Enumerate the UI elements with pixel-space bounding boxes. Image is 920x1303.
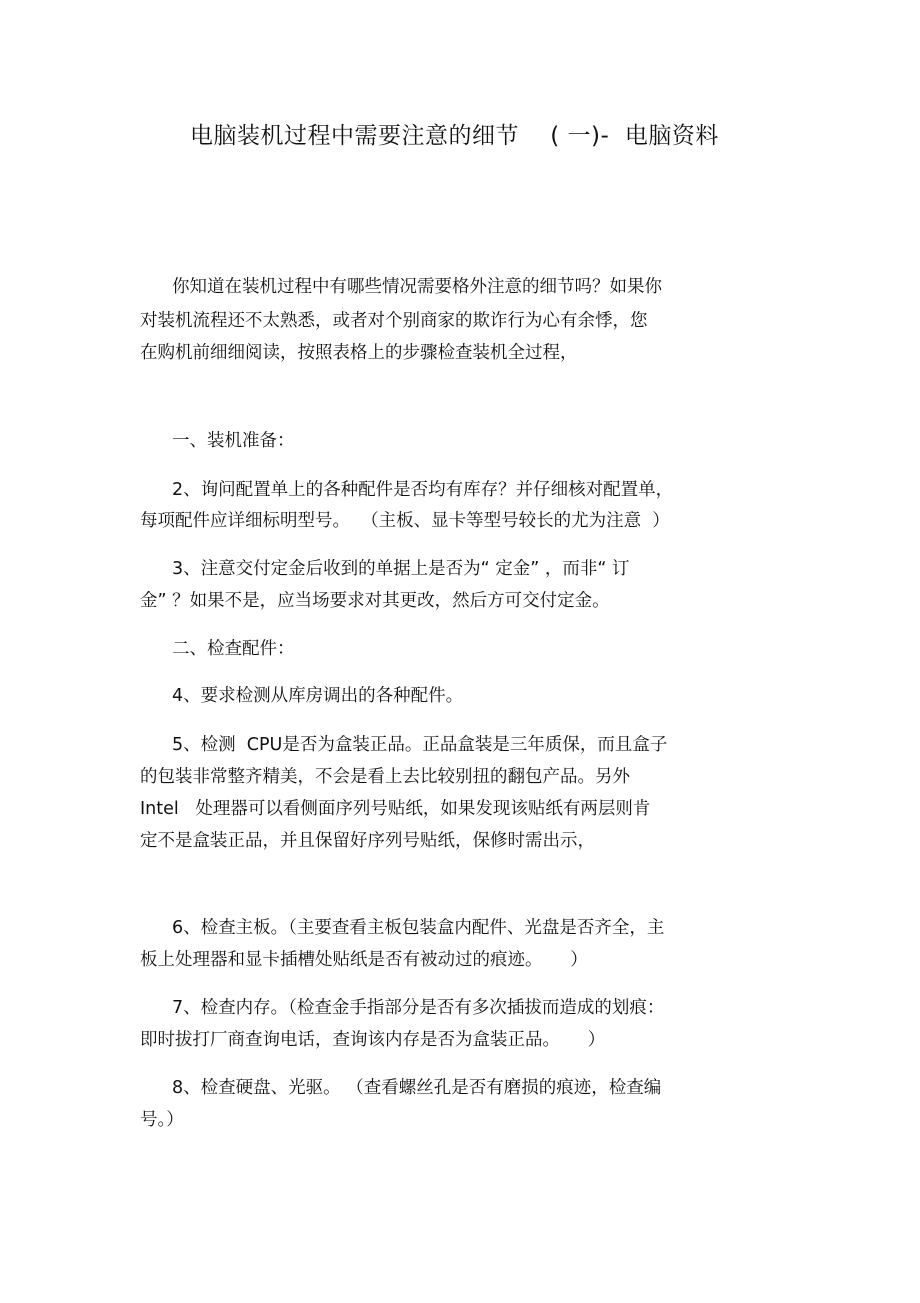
section2-heading: 二、检查配件：	[172, 639, 295, 659]
item3-line-2: 金” ？如果不是，应当场要求对其更改，然后方可交付定金。	[140, 591, 610, 611]
item8-line-1: 8、检查硬盘、光驱。 （查看螺丝孔是否有磨损的痕迹，检查编	[172, 1078, 662, 1098]
intro-line-3: 在购机前细细阅读，按照表格上的步骤检查装机全过程，	[140, 343, 578, 363]
item6-line-2: 板上处理器和显卡插槽处贴纸是否有被动过的痕迹。 ）	[140, 950, 588, 970]
intro-line-2: 对装机流程还不太熟悉，或者对个别商家的欺诈行为心有余悸，您	[140, 311, 648, 331]
item6-line-1: 6、检查主板。（主要查看主板包装盒内配件、光盘是否齐全，主	[172, 918, 665, 938]
item7-line-2: 即时拔打厂商查询电话，查询该内存是否为盒装正品。 ）	[140, 1030, 606, 1050]
item8-line-2: 号。）	[140, 1110, 184, 1130]
item5-line-2: 的包装非常整齐精美，不会是看上去比较别扭的翻包产品。另外	[140, 767, 630, 787]
item5-line-1: 5、检测 CPU是否为盒装正品。正品盒装是三年质保，而且盒子	[172, 735, 668, 755]
document-title: 电脑装机过程中需要注意的细节 ( 一)- 电脑资料	[190, 123, 719, 149]
intro-line-1: 你知道在装机过程中有哪些情况需要格外注意的细节吗？如果你	[172, 277, 662, 297]
item4-line: 4、要求检测从库房调出的各种配件。	[172, 686, 464, 706]
item3-line-1: 3、注意交付定金后收到的单据上是否为“ 定金” ，而非“ 订	[172, 559, 630, 579]
item5-line-3: Intel 处理器可以看侧面序列号贴纸，如果发现该贴纸有两层则肯	[140, 799, 651, 819]
section1-heading: 一、装机准备：	[172, 431, 295, 451]
item7-line-1: 7、检查内存。（检查金手指部分是否有多次插拔而造成的划痕：	[172, 998, 665, 1018]
item2-line-2: 每项配件应详细标明型号。 （主板、显卡等型号较长的尤为注意 ）	[140, 511, 670, 531]
item5-line-4: 定不是盒装正品，并且保留好序列号贴纸，保修时需出示，	[140, 831, 595, 851]
item2-line-1: 2、询问配置单上的各种配件是否均有库存？并仔细核对配置单，	[172, 480, 674, 500]
